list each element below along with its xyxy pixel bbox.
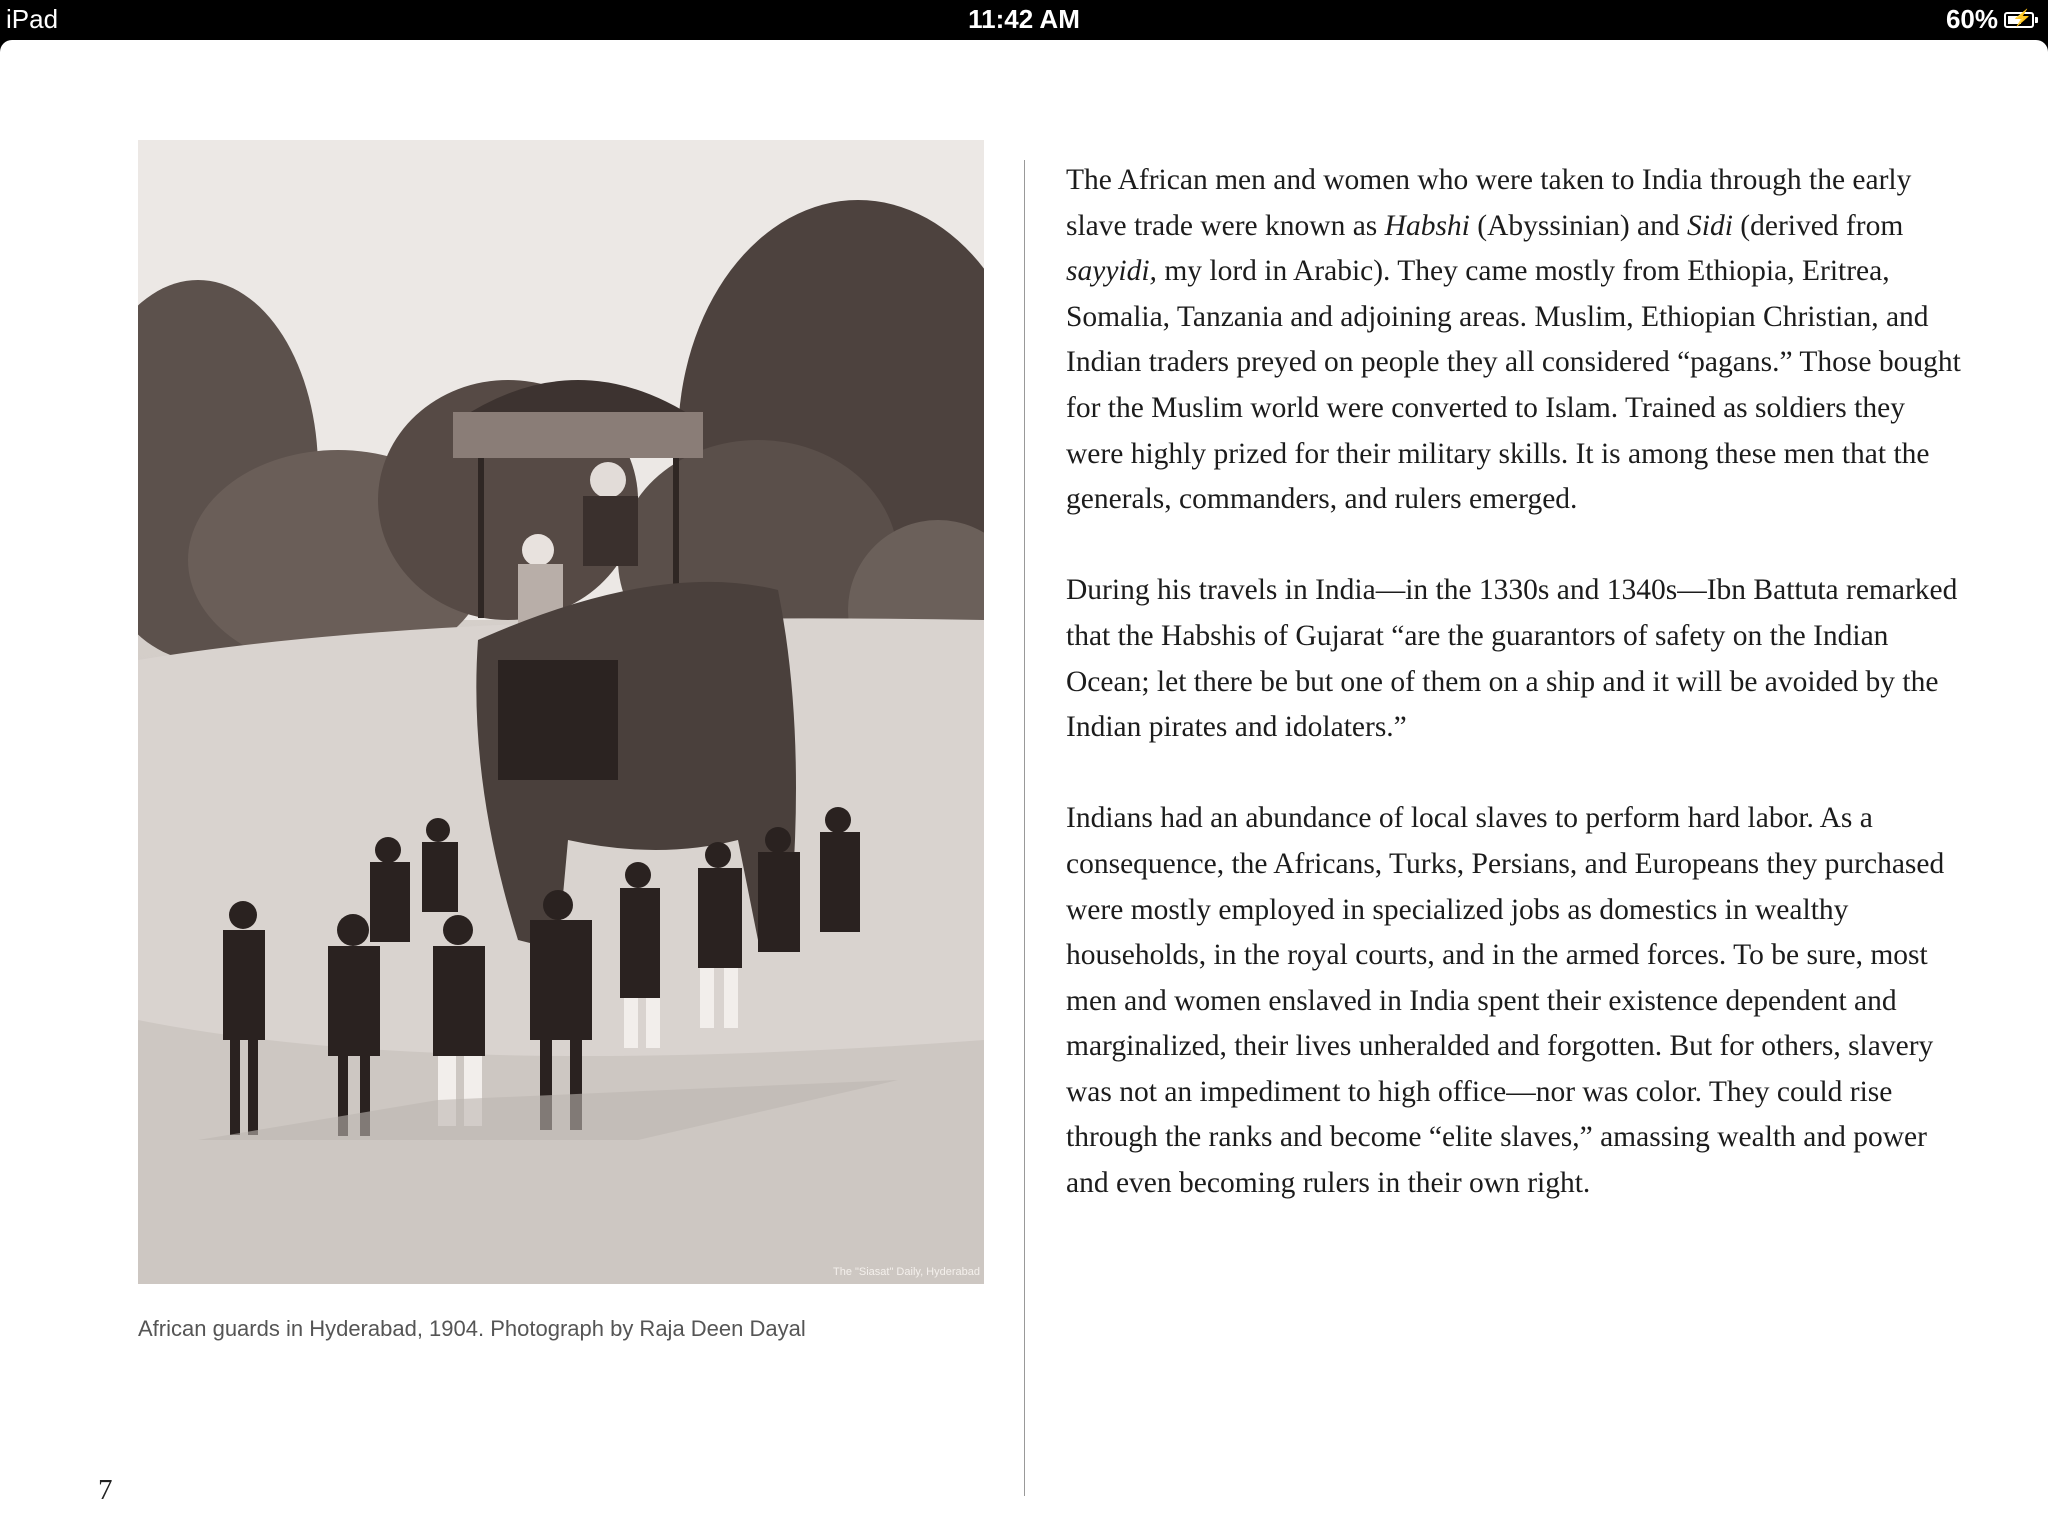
italic-term: sayyidi,: [1066, 255, 1157, 288]
photograph-african-guards[interactable]: [138, 140, 984, 1284]
italic-term: Habshi: [1384, 209, 1470, 242]
text-run: (derived from: [1732, 209, 1904, 242]
photo-caption: African guards in Hyderabad, 1904. Photograph by Raja Deen Dayal: [138, 1316, 806, 1341]
text-run: Indians had an abundance of local slaves to perform hard labor. As a consequence, the Africans, Turks, Persians, and Europeans they purchased were mostly employed in specialized jobs as domestics in wealthy households, in the royal courts, and in the armed forces. To be sure, most men and women enslaved in India spent their existence dependent and marginalized, their lives unheralded and forgotten. But for others, slavery was not an impediment to high office—nor was color. They could rise through the ranks and become “elite slaves,” amassing wealth and power and even becoming rulers in their own right.: [1066, 802, 1945, 1200]
paragraph: [1066, 568, 1966, 750]
italic-term: Sidi: [1687, 209, 1733, 242]
body-text[interactable]: [1066, 158, 1966, 1252]
text-run: (Abyssinian) and: [1469, 209, 1687, 242]
photo-illustration: [138, 140, 984, 1284]
page-number: 7: [98, 1474, 113, 1506]
paragraph: [1066, 158, 1966, 523]
charging-bolt-icon: ⚡: [2012, 9, 2032, 27]
clock: 11:42 AM: [968, 4, 1080, 34]
text-run: my lord in Arabic). They came mostly from Ethiopia, Eritrea, Somalia, Tanzania and adjoining areas. Muslim, Ethiopian Christian, and Indian traders preyed on people they all considered “pagans.” Those bought for the Muslim world were converted to Islam. Trained as soldiers they were highly prized for their military skills. It is among these men that the generals, commanders, and rulers emerged.: [1066, 255, 1961, 516]
text-run: During his travels in India—in the 1330s and 1340s—Ibn Battuta remarked that the Habshis of Gujarat “are the guarantors of safety on the Indian Ocean; let there be but one of them on a ship and it will be avoided by the Indian pirates and idolaters.”: [1066, 574, 1958, 744]
text-run: The African men and women who were taken to India through the early slave trade were known as: [1066, 164, 1912, 242]
column-divider: [1024, 160, 1025, 1496]
paragraph: [1066, 796, 1966, 1206]
device-name: iPad: [6, 4, 59, 34]
battery-percent: 60%: [1945, 4, 1998, 34]
battery-indicator: [1946, 4, 2034, 35]
status-bar: [0, 0, 2048, 40]
photo-watermark: The "Siasat" Daily, Hyderabad: [832, 1266, 980, 1278]
book-page[interactable]: [0, 40, 2048, 1536]
battery-icon: [2004, 9, 2034, 28]
